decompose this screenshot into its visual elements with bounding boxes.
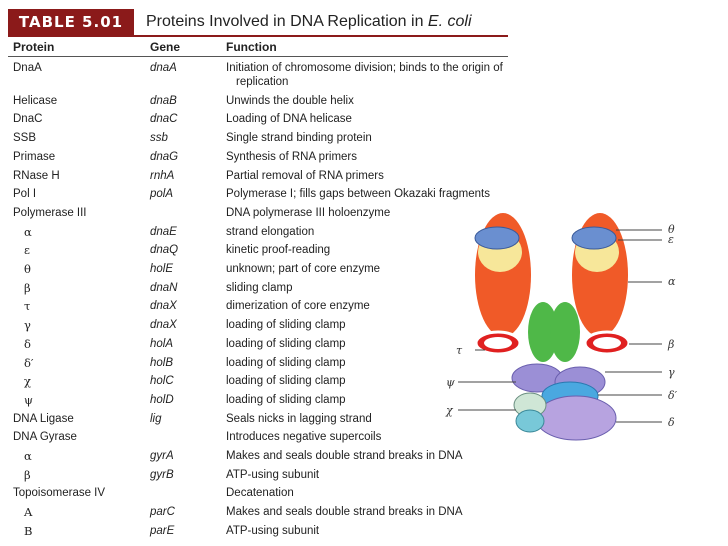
cell-function-continued: replication [236, 76, 289, 88]
cell-function: sliding clamp [226, 281, 293, 294]
cell-protein: DnaC [13, 113, 43, 126]
cell-protein: α [24, 224, 32, 239]
cell-function: Single strand binding protein [226, 132, 372, 145]
cell-function: Synthesis of RNA primers [226, 150, 358, 163]
cell-protein: ε [24, 243, 30, 258]
label-chi: χ [446, 404, 453, 417]
cell-gene: gyrA [150, 450, 174, 462]
title-underline [8, 35, 508, 37]
cell-gene: dnaG [150, 150, 179, 163]
label-alpha: α [668, 275, 676, 288]
cell-function: DNA polymerase III holoenzyme [226, 206, 391, 219]
cell-function: ATP-using subunit [226, 524, 320, 537]
cell-protein: γ [24, 318, 31, 333]
cell-function: Introduces negative supercoils [226, 431, 382, 444]
cell-protein: β [24, 467, 31, 482]
label-delta: δ [668, 416, 675, 429]
table-title-bar [8, 9, 508, 35]
cell-gene: parE [150, 524, 175, 537]
cell-protein: Primase [13, 150, 56, 163]
cell-gene: gyrB [150, 468, 174, 481]
tau-subunit-right [550, 302, 580, 362]
cell-protein: Topoisomerase IV [13, 487, 106, 500]
theta-subunit-left [475, 227, 519, 249]
table-title-main: Proteins Involved in DNA Replication in [146, 13, 428, 30]
cell-gene: rnhA [150, 169, 175, 182]
cell-function: loading of sliding clamp [226, 375, 346, 388]
cell-protein: B [24, 523, 33, 538]
cell-function: Decatenation [226, 487, 294, 500]
cell-protein: RNase H [13, 169, 60, 182]
cell-gene: dnaN [150, 281, 178, 294]
cell-protein: τ [24, 299, 31, 314]
cell-function: Makes and seals double strand breaks in DNA [226, 506, 463, 519]
cell-function: loading of sliding clamp [226, 337, 346, 350]
cell-protein: SSB [13, 132, 37, 145]
theta-subunit-right [572, 227, 616, 249]
cell-gene: parC [150, 506, 175, 519]
cell-function: loading of sliding clamp [226, 319, 346, 332]
cell-gene: polA [150, 188, 174, 201]
cell-gene: dnaB [150, 94, 177, 107]
cell-gene: ssb [150, 132, 168, 145]
cell-gene: dnaE [150, 225, 177, 238]
cell-function: Polymerase I; fills gaps between Okazaki fragments [226, 188, 490, 201]
cell-protein: δ [24, 336, 31, 351]
table-title [146, 9, 472, 35]
cell-function: ATP-using subunit [226, 468, 320, 481]
cell-gene: dnaA [150, 62, 177, 74]
cell-function: dimerization of core enzyme [226, 300, 370, 313]
cell-gene: holB [150, 356, 174, 369]
cell-protein: DNA Gyrase [13, 431, 77, 444]
cell-protein: δ′ [24, 355, 34, 370]
cell-protein: Helicase [13, 94, 58, 107]
cell-function: Makes and seals double strand breaks in DNA [226, 450, 463, 462]
cell-gene: holA [150, 337, 174, 350]
label-delta-prime: δ′ [668, 389, 678, 402]
cell-function: loading of sliding clamp [226, 393, 346, 406]
cell-protein: θ [24, 262, 31, 276]
label-beta: β [668, 338, 675, 351]
pol3-holoenzyme-diagram [440, 210, 728, 450]
label-epsilon: ε [668, 233, 674, 246]
header-protein: Protein [13, 40, 55, 54]
table-title-organism: E. coli [427, 13, 472, 30]
cell-gene: dnaQ [150, 244, 179, 257]
label-psi: ψ [446, 376, 455, 389]
table-number-badge: TABLE 5.01 [8, 9, 134, 35]
cell-function: Initiation of chromosome division; binds to the origin of [226, 62, 503, 74]
cell-gene: lig [150, 412, 162, 425]
cell-protein: χ [24, 374, 31, 389]
cell-protein: Pol I [13, 188, 37, 201]
cell-function: Seals nicks in lagging strand [226, 412, 372, 425]
cell-protein: α [24, 449, 32, 463]
cell-function: Unwinds the double helix [226, 94, 354, 107]
cell-function: loading of sliding clamp [226, 356, 346, 369]
cell-protein: A [24, 505, 33, 520]
delta-subunit [536, 396, 616, 440]
cell-protein: Polymerase III [13, 206, 87, 219]
cell-protein: ψ [24, 392, 34, 407]
cell-protein: DNA Ligase [13, 412, 74, 425]
cell-gene: dnaX [150, 319, 177, 332]
cell-function: strand elongation [226, 225, 315, 238]
header-rule [8, 56, 508, 57]
chi-subunit [516, 410, 544, 432]
cell-gene: holD [150, 393, 174, 406]
header-gene: Gene [150, 40, 181, 54]
cell-function: kinetic proof-reading [226, 244, 331, 257]
label-tau: τ [456, 344, 463, 357]
cell-function: Partial removal of RNA primers [226, 169, 384, 182]
label-gamma: γ [668, 366, 675, 379]
cell-gene: dnaC [150, 113, 178, 126]
cell-protein: DnaA [13, 62, 42, 74]
cell-gene: holC [150, 375, 174, 388]
cell-function: unknown; part of core enzyme [226, 263, 381, 275]
label-theta: θ [668, 223, 675, 236]
header-function: Function [226, 40, 277, 54]
cell-gene: dnaX [150, 300, 177, 313]
cell-function: Loading of DNA helicase [226, 113, 352, 126]
cell-gene: holE [150, 263, 174, 275]
cell-protein: β [24, 280, 31, 295]
